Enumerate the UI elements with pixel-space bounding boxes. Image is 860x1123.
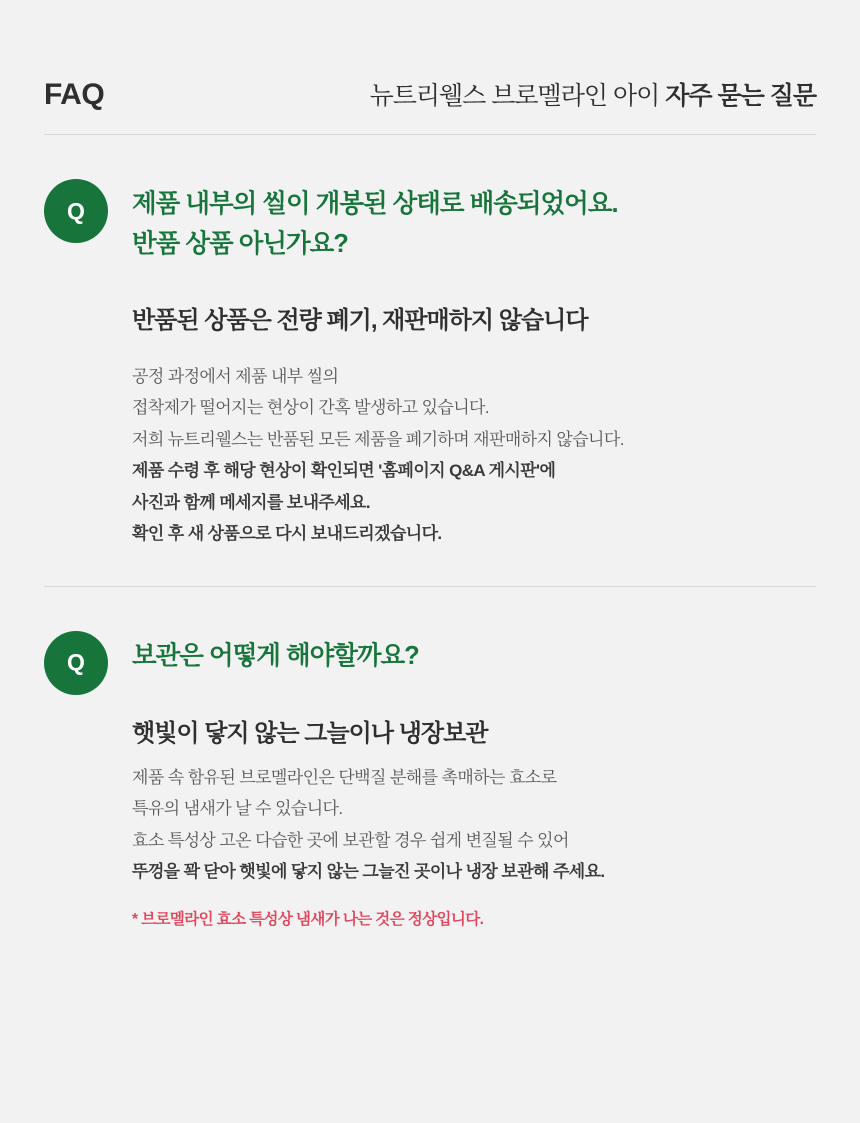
faq-answer-line: 제품 속 함유된 브로멜라인은 단백질 분해를 촉매하는 효소로 [132,767,557,787]
faq-answer-line: 제품 수령 후 해당 현상이 확인되면 '홈페이지 Q&A 게시판'에 [132,461,556,481]
faq-question-text [132,629,419,677]
faq-item [44,135,816,586]
page-title-product: 뉴트리웰스 브로멜라인 아이 [369,82,666,110]
faq-answer-line: 접착제가 떨어지는 현상이 간혹 발생하고 있습니다. [132,398,490,418]
faq-answer-block [132,713,816,930]
faq-question-row [44,177,816,264]
page-title [370,76,816,112]
faq-answer-note: * 브로멜라인 효소 특성상 냄새가 나는 것은 정상입니다. [132,911,484,929]
faq-answer-line: 효소 특성상 고온 다습한 곳에 보관할 경우 쉽게 변질될 수 있어 [132,830,569,850]
faq-item [44,586,816,966]
faq-question-row [44,629,816,695]
faq-answer-line: 공정 과정에서 제품 내부 씰의 [132,367,339,387]
faq-answer-line: 확인 후 새 상품으로 다시 보내드리겠습니다. [132,524,442,544]
faq-answer-line: 뚜껑을 꽉 닫아 햇빛에 닿지 않는 그늘진 곳이나 냉장 보관해 주세요. [132,861,605,881]
faq-question-text [132,177,618,264]
faq-question-line: 보관은 어떻게 해야할까요? [132,641,419,670]
question-badge-icon: Q [44,179,108,243]
faq-label: FAQ [44,78,105,111]
faq-answer-line: 사진과 함께 메세지를 보내주세요. [132,492,371,512]
faq-answer-line: 저희 뉴트리웰스는 반품된 모든 제품을 폐기하며 재판매하지 않습니다. [132,429,624,449]
faq-answer-block [132,300,816,550]
question-badge-icon: Q [44,631,108,695]
faq-answer-line: 특유의 냄새가 날 수 있습니다. [132,799,343,819]
page-title-emphasis: 자주 묻는 질문 [665,82,816,110]
faq-answer-heading: 반품된 상품은 전량 폐기, 재판매하지 않습니다 [132,307,588,335]
faq-question-line: 제품 내부의 씰이 개봉된 상태로 배송되었어요. [132,190,618,218]
faq-question-line: 반품 상품 아닌가요? [132,229,348,258]
faq-answer-heading: 햇빛이 닿지 않는 그늘이나 냉장보관 [132,719,488,747]
page-header [44,0,816,135]
